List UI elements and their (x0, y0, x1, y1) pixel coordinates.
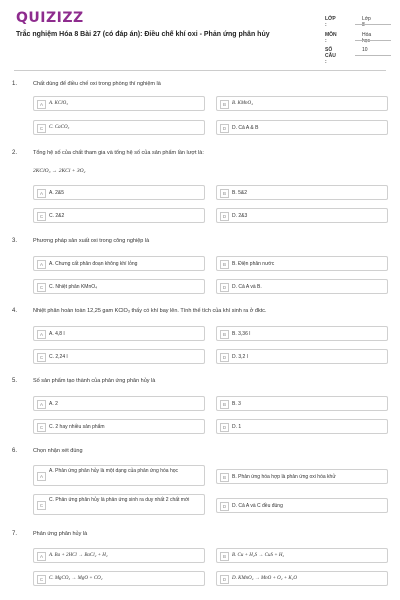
option-letter: B (220, 330, 229, 339)
worksheet-title: Trắc nghiệm Hóa 8 Bài 27 (có đáp án): Điều chế khí oxi - Phản ứng phân hủy (16, 31, 270, 38)
option-text: D. KMnO₄ → MnO + O₂ + K₂O (232, 575, 298, 581)
meta-count-key: SỐ CÂU : (325, 47, 336, 65)
option-text: A. Ba + 2HCl → BaCl₂ + H₂ (49, 552, 108, 558)
option-c[interactable] (33, 120, 205, 135)
option-letter: A (37, 330, 46, 339)
option-a[interactable] (33, 548, 205, 563)
option-letter: C (37, 501, 46, 510)
option-text: C. CaCO₃ (49, 124, 70, 130)
option-text: A. 2 (49, 400, 58, 407)
option-letter: C (37, 124, 46, 133)
option-text: B. 5&2 (232, 189, 248, 196)
option-text: B. Phản ứng hóa hợp là phản ứng oxi hóa khử (232, 473, 336, 480)
option-text: A. 4,8 l (49, 330, 65, 337)
option-letter: A (37, 260, 46, 269)
meta-count-line (355, 55, 391, 56)
question-text: Phản ứng phân hủy là (33, 531, 88, 537)
option-letter: D (220, 283, 229, 292)
option-text: C. MgCO₃ → MgO + CO₂ (49, 575, 103, 581)
meta-class-value: Lớp 8 (362, 16, 371, 28)
option-d[interactable] (216, 498, 388, 513)
option-letter: C (37, 353, 46, 362)
header-divider (14, 70, 386, 71)
option-letter: D (220, 502, 229, 511)
option-b[interactable] (216, 256, 388, 271)
question-text: Chất dùng để điều chế oxi trong phòng thí nghiệm là (33, 81, 161, 87)
meta-subject-key: MÔN : (325, 32, 337, 44)
question-number: 4. (12, 308, 18, 314)
option-letter: A (37, 189, 46, 198)
option-c[interactable] (33, 279, 205, 294)
option-b[interactable] (216, 548, 388, 563)
question-text: Chọn nhận xét đúng (33, 448, 83, 454)
option-letter: B (220, 100, 229, 109)
question-formula: 2KClO₃ → 2KCl + 3O₂ (33, 168, 86, 174)
option-letter: B (220, 260, 229, 269)
option-text: D. Cả A và B. (232, 283, 262, 290)
option-text: B. Điện phân nước (232, 260, 275, 267)
option-d[interactable] (216, 279, 388, 294)
quizizz-logo: QUIZIZZ (16, 10, 84, 26)
option-text: D. Cả A và C đều đúng (232, 502, 283, 509)
option-letter: A (37, 472, 46, 481)
option-a[interactable] (33, 396, 205, 411)
option-letter: B (220, 552, 229, 561)
option-letter: A (37, 100, 46, 109)
option-d[interactable] (216, 208, 388, 223)
option-text: D. 3,2 l (232, 353, 248, 360)
question-text: Số sản phẩm tạo thành của phản ứng phân hủy là (33, 378, 156, 384)
option-text: C. 2,24 l (49, 353, 68, 360)
option-a[interactable] (33, 256, 205, 271)
option-letter: C (37, 212, 46, 221)
option-b[interactable] (216, 185, 388, 200)
option-a[interactable] (33, 185, 205, 200)
meta-count-value: 10 (362, 47, 368, 53)
option-letter: B (220, 473, 229, 482)
option-letter: A (37, 400, 46, 409)
question-number: 7. (12, 531, 18, 537)
option-text: C. 2 hay nhiều sản phẩm (49, 423, 105, 430)
question-text: Phương pháp sản xuất oxi trong công nghiệp là (33, 238, 150, 244)
option-letter: D (220, 124, 229, 133)
option-b[interactable] (216, 396, 388, 411)
option-letter: D (220, 212, 229, 221)
option-text: D. 1 (232, 423, 242, 430)
option-letter: D (220, 575, 229, 584)
question-number: 5. (12, 378, 18, 384)
meta-class-key: LỚP : (325, 16, 336, 28)
option-b[interactable] (216, 469, 388, 484)
option-text: B. KMnO₄ (232, 100, 253, 106)
question-number: 2. (12, 150, 18, 156)
option-text: A. Phản ứng phân hủy là một dạng của phản ứng hóa học (49, 468, 179, 474)
question-number: 1. (12, 81, 18, 87)
option-letter: B (220, 400, 229, 409)
option-a[interactable] (33, 96, 205, 111)
question-text: Nhiệt phân hoàn toàn 12,25 gam KClO₃ thấy có khí bay lên. Tính thể tích của khí sinh ra ở đktc. (33, 308, 267, 314)
option-letter: C (37, 283, 46, 292)
option-text: B. 3,36 l (232, 330, 251, 337)
option-letter: B (220, 189, 229, 198)
option-text: A. 2&5 (49, 189, 65, 196)
option-text: B. Cu + H₂S → CuS + H₂ (232, 552, 285, 558)
option-c[interactable] (33, 349, 205, 364)
option-a[interactable] (33, 326, 205, 341)
option-text: D. 2&3 (232, 212, 248, 219)
meta-class-line (355, 24, 391, 25)
option-letter: C (37, 423, 46, 432)
option-c[interactable] (33, 419, 205, 434)
option-text: D. Cả A & B (232, 124, 259, 131)
option-c[interactable] (33, 494, 205, 515)
option-d[interactable] (216, 120, 388, 135)
question-number: 3. (12, 238, 18, 244)
option-text: A. KClO₃ (49, 100, 68, 106)
option-letter: A (37, 552, 46, 561)
option-text: B. 3 (232, 400, 241, 407)
option-d[interactable] (216, 349, 388, 364)
option-c[interactable] (33, 208, 205, 223)
option-text: C. Phản ứng phân hủy là phản ứng sinh ra duy nhất 2 chất mới (49, 497, 190, 503)
option-text: C. 2&2 (49, 212, 65, 219)
option-letter: D (220, 353, 229, 362)
option-d[interactable] (216, 571, 388, 586)
option-c[interactable] (33, 571, 205, 586)
option-b[interactable] (216, 96, 388, 111)
option-d[interactable] (216, 419, 388, 434)
option-text: A. Chưng cất phân đoạn không khí lỏng (49, 260, 138, 267)
option-letter: C (37, 575, 46, 584)
meta-subject-value: Hóa học (362, 32, 372, 44)
option-text: C. Nhiệt phân KMnO₄ (49, 283, 98, 290)
option-b[interactable] (216, 326, 388, 341)
question-number: 6. (12, 448, 18, 454)
question-text: Tổng hệ số của chất tham gia và tổng hệ số của sản phẩm lần lượt là: (33, 150, 204, 156)
option-a[interactable] (33, 465, 205, 486)
meta-subject-line (355, 40, 391, 41)
option-letter: D (220, 423, 229, 432)
